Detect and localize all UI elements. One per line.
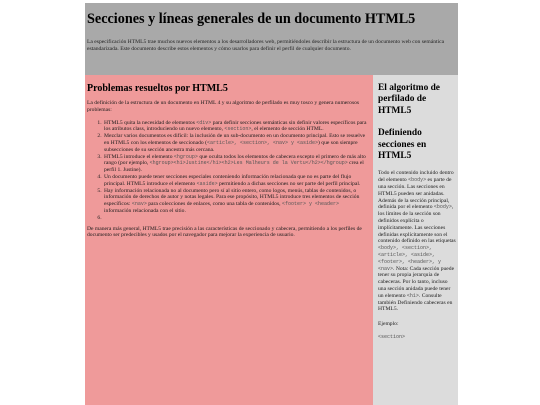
sidebar-paragraph: Todo el contenido incluido dentro del elemento <body> es parte de una sección. Las secciones en HTML5 pueden ser anidadas. Además de la sección principal, definida por el elemento <body>, los límites de la sección son definidos explícita o implícitamente. Las secciones definidas explícitamente son el contenido definido en las etiquetas <body>, <section>, <article>, <aside>, <footer>, <header>, y <nav>. Nota: Cada sección puede tener su propia jerarquía de cabeceras. Por lo tanto, incluso una sección anidada puede tener un elemento <h1>. Consulte también Definiendo cabeceras en HTML5. xyxy=(378,170,456,313)
section-closing: De manera más general, HTML5 trae precisión a las características de seccionado y cabecera, permitiendo a los perfiles de documento ser predecibles y usados por el navegador para mejorar la experiencia de usuario. xyxy=(87,225,362,239)
sidebar-heading-defining: Definiendo secciones en HTML5 xyxy=(378,128,427,162)
main-section xyxy=(85,75,373,405)
list-item: 5. Hay información relacionada no al documento pero sí al sitio entero, como logos, menús, tablas de contenidos, o información de derechos de autor y notas legales. Para ese propósito, HTML5 introduce tres elementos de sección específicos: <nav> para colecciones de enlaces, como una tabla de contenidos, <footer> y <header> información relacionada con el sitio. xyxy=(103,188,367,215)
section-intro: La definición de la estructura de un documento en HTML 4 y su algoritmo de perfilado es muy tosco y genera numerosos problemas: xyxy=(87,100,360,113)
sidebar-heading-algorithm: El algoritmo de perfilado de HTML5 xyxy=(378,83,440,116)
sidebar xyxy=(373,75,458,405)
document-page xyxy=(85,3,458,405)
list-item: 3. HTML5 introduce el elemento <hgroup> que oculta todos los elementos de cabecera excepto el primero de más alto rango (por ejemplo, <hgroup><h1>Justine</h1><h2>Les Malheurs de la Vertu</h2></hgroup> crea el perfil 1. Justine). xyxy=(103,154,367,174)
page-header xyxy=(85,3,458,75)
example-code: <section> xyxy=(378,333,406,340)
page-description: La especificación HTML5 trae muchos nuevos elementos a los desarrolladores web, permitiéndoles describir la estructura de un documento web con semántica estandarizada. Este documento describe estos elementos y cómo usarlos para definir el perfil de cualquier documento. xyxy=(87,39,445,52)
problems-list xyxy=(87,120,367,222)
list-item: 1. HTML5 quita la necesidad de elementos <div> para definir secciones semánticas sin definir valores específicos para los atributos class, introduciendo un nuevo elemento, <section>, el elemento de sección HTML. xyxy=(103,120,367,134)
section-heading: Problemas resueltos por HTML5 xyxy=(87,83,228,94)
content-area xyxy=(85,75,458,405)
example-label: Ejemplo: xyxy=(378,321,399,328)
list-item: 4. Un documento puede tener secciones especiales conteniendo información relacionada que no es parte del flujo principal. HTML5 introduce el elemento <aside> permitiendo a dichas secciones no ser parte del perfil principal. xyxy=(103,174,367,188)
page-title: Secciones y líneas generales de un documento HTML5 xyxy=(87,11,416,27)
list-item: 2. Mezclar varios documentos es difícil: la inclusión de un sub-documento en un documento principal. Esto se resuelve en HTML5 con los elementos de seccionado (<article>, <section>, <nav> y <aside>) que son siempre subsecciones de su sección ancestra más cercana. xyxy=(103,133,367,153)
list-item xyxy=(103,215,367,222)
